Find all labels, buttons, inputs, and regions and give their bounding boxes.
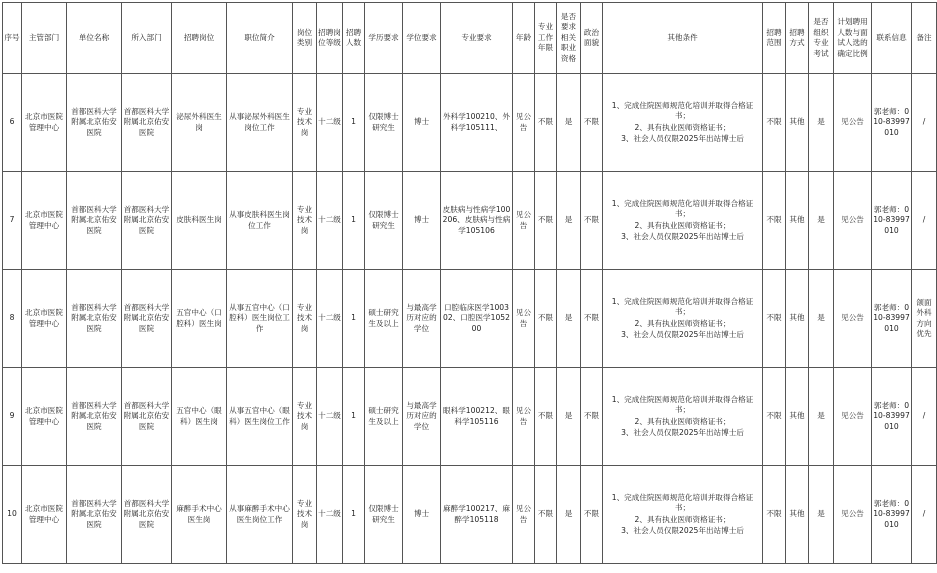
cell-contact: 郭老师：010-83997010: [872, 172, 912, 270]
cell-degree: 与最高学历对应的学位: [403, 270, 441, 368]
cell-level: 十二级: [317, 172, 343, 270]
other-line: 1、完成住院医师规范化培训并取得合格证书；: [611, 100, 754, 120]
cell-years: 不限: [535, 466, 557, 564]
cell-dept: 北京市医院管理中心: [22, 74, 67, 172]
cell-method: 其他: [786, 74, 809, 172]
cell-post: 皮肤科医生岗: [172, 172, 227, 270]
cell-no: 8: [3, 270, 22, 368]
cell-intro: 从事泌尿外科医生岗位工作: [227, 74, 293, 172]
cell-other: [603, 270, 763, 368]
cell-cert: 是: [557, 74, 581, 172]
other-line: 2、具有执业医师资格证书；: [634, 514, 731, 524]
header-note: 备注: [912, 3, 937, 74]
cell-unit: 首都医科大学附属北京佑安医院: [67, 466, 122, 564]
cell-ratio: 见公告: [834, 74, 872, 172]
cell-other: [603, 74, 763, 172]
cell-pol: 不限: [581, 172, 603, 270]
other-line: 3、社会人员仅限2025年出站博士后: [621, 428, 744, 437]
cell-scope: 不限: [763, 270, 786, 368]
cell-years: 不限: [535, 74, 557, 172]
cell-intro: 从事五官中心（口腔科）医生岗位工作: [227, 270, 293, 368]
cell-note: 颌面外科方向优先: [912, 270, 937, 368]
cell-exam: 是: [809, 74, 834, 172]
cell-no: 10: [3, 466, 22, 564]
header-sub: 所入部门: [122, 3, 172, 74]
cell-intro: 从事麻醉手术中心医生岗位工作: [227, 466, 293, 564]
cell-num: 1: [343, 270, 365, 368]
cell-intro: 从事皮肤科医生岗位工作: [227, 172, 293, 270]
cell-degree: 与最高学历对应的学位: [403, 368, 441, 466]
header-major: 专业要求: [441, 3, 513, 74]
header-ratio: 计划聘用人数与面试人选的确定比例: [834, 3, 872, 74]
other-line: 1、完成住院医师规范化培训并取得合格证书；: [611, 296, 754, 316]
cell-num: 1: [343, 172, 365, 270]
header-scope: 招聘范围: [763, 3, 786, 74]
cell-edu: 硕士研究生及以上: [365, 270, 403, 368]
cell-dept: 北京市医院管理中心: [22, 368, 67, 466]
cell-contact: 郭老师：010-83997010: [872, 270, 912, 368]
cell-post: 麻醉手术中心医生岗: [172, 466, 227, 564]
cell-sub: 首都医科大学附属北京佑安医院: [122, 270, 172, 368]
cell-no: 7: [3, 172, 22, 270]
header-exam: 是否组织专业考试: [809, 3, 834, 74]
cell-scope: 不限: [763, 74, 786, 172]
cell-post: 五官中心（口腔科）医生岗: [172, 270, 227, 368]
cell-major: 麻醉学100217、麻醉学105118: [441, 466, 513, 564]
cell-age: 见公告: [513, 466, 535, 564]
cell-unit: 首都医科大学附属北京佑安医院: [67, 368, 122, 466]
cell-major: 皮肤病与性病学100206、皮肤病与性病学105106: [441, 172, 513, 270]
header-no: 序号: [3, 3, 22, 74]
header-dept: 主管部门: [22, 3, 67, 74]
cell-num: 1: [343, 466, 365, 564]
cell-degree: 博士: [403, 74, 441, 172]
cell-pol: 不限: [581, 466, 603, 564]
cell-exam: 是: [809, 466, 834, 564]
cell-cert: 是: [557, 172, 581, 270]
cell-contact: 郭老师：010-83997010: [872, 74, 912, 172]
header-post: 招聘岗位: [172, 3, 227, 74]
cell-method: 其他: [786, 466, 809, 564]
cell-cat: 专业技术岗: [293, 270, 317, 368]
header-edu: 学历要求: [365, 3, 403, 74]
other-line: 2、具有执业医师资格证书；: [634, 416, 731, 426]
cell-post: 五官中心（眼科）医生岗: [172, 368, 227, 466]
cell-sub: 首都医科大学附属北京佑安医院: [122, 368, 172, 466]
table-body: [3, 74, 937, 564]
other-line: 2、具有执业医师资格证书；: [634, 220, 731, 230]
header-unit: 单位名称: [67, 3, 122, 74]
cell-level: 十二级: [317, 466, 343, 564]
header-method: 招聘方式: [786, 3, 809, 74]
cell-major: 眼科学100212、眼科学105116: [441, 368, 513, 466]
cell-method: 其他: [786, 270, 809, 368]
cell-sub: 首都医科大学附属北京佑安医院: [122, 74, 172, 172]
other-line: 3、社会人员仅限2025年出站博士后: [621, 526, 744, 535]
header-contact: 联系信息: [872, 3, 912, 74]
cell-level: 十二级: [317, 74, 343, 172]
cell-age: 见公告: [513, 74, 535, 172]
recruitment-table: [2, 2, 937, 564]
cell-ratio: 见公告: [834, 466, 872, 564]
header-degree: 学位要求: [403, 3, 441, 74]
cell-contact: 郭老师：010-83997010: [872, 466, 912, 564]
cell-edu: 仅限博士研究生: [365, 466, 403, 564]
cell-other: [603, 172, 763, 270]
other-line: 1、完成住院医师规范化培训并取得合格证书；: [611, 198, 754, 218]
cell-num: 1: [343, 74, 365, 172]
header-level: 招聘岗位等级: [317, 3, 343, 74]
cell-cat: 专业技术岗: [293, 368, 317, 466]
other-line: 1、完成住院医师规范化培训并取得合格证书；: [611, 492, 754, 512]
cell-edu: 仅限博士研究生: [365, 172, 403, 270]
cell-method: 其他: [786, 368, 809, 466]
cell-no: 6: [3, 74, 22, 172]
cell-pol: 不限: [581, 74, 603, 172]
cell-sub: 首都医科大学附属北京佑安医院: [122, 466, 172, 564]
cell-degree: 博士: [403, 466, 441, 564]
cell-note: /: [912, 172, 937, 270]
cell-cat: 专业技术岗: [293, 466, 317, 564]
cell-edu: 硕士研究生及以上: [365, 368, 403, 466]
cell-pol: 不限: [581, 368, 603, 466]
other-line: 2、具有执业医师资格证书；: [634, 122, 731, 132]
cell-cert: 是: [557, 270, 581, 368]
cell-age: 见公告: [513, 368, 535, 466]
cell-dept: 北京市医院管理中心: [22, 172, 67, 270]
cell-years: 不限: [535, 368, 557, 466]
cell-years: 不限: [535, 172, 557, 270]
other-line: 3、社会人员仅限2025年出站博士后: [621, 134, 744, 143]
cell-cat: 专业技术岗: [293, 172, 317, 270]
table-row: [3, 74, 937, 172]
header-age: 年龄: [513, 3, 535, 74]
header-cert: 是否要求相关职业资格: [557, 3, 581, 74]
cell-num: 1: [343, 368, 365, 466]
cell-edu: 仅限博士研究生: [365, 74, 403, 172]
cell-post: 泌尿外科医生岗: [172, 74, 227, 172]
cell-other: [603, 466, 763, 564]
cell-scope: 不限: [763, 368, 786, 466]
cell-ratio: 见公告: [834, 172, 872, 270]
cell-unit: 首都医科大学附属北京佑安医院: [67, 74, 122, 172]
header-cat: 岗位类别: [293, 3, 317, 74]
table-row: [3, 270, 937, 368]
table-header: [3, 3, 937, 74]
cell-intro: 从事五官中心（眼科）医生岗位工作: [227, 368, 293, 466]
other-line: 2、具有执业医师资格证书；: [634, 318, 731, 328]
cell-no: 9: [3, 368, 22, 466]
cell-level: 十二级: [317, 368, 343, 466]
cell-ratio: 见公告: [834, 270, 872, 368]
cell-degree: 博士: [403, 172, 441, 270]
cell-pol: 不限: [581, 270, 603, 368]
cell-level: 十二级: [317, 270, 343, 368]
cell-major: 外科学100210、外科学105111、: [441, 74, 513, 172]
cell-contact: 郭老师：010-83997010: [872, 368, 912, 466]
header-num: 招聘人数: [343, 3, 365, 74]
cell-scope: 不限: [763, 466, 786, 564]
table-row: [3, 368, 937, 466]
header-intro: 职位简介: [227, 3, 293, 74]
cell-sub: 首都医科大学附属北京佑安医院: [122, 172, 172, 270]
other-line: 3、社会人员仅限2025年出站博士后: [621, 330, 744, 339]
table-row: [3, 466, 937, 564]
cell-scope: 不限: [763, 172, 786, 270]
cell-method: 其他: [786, 172, 809, 270]
cell-dept: 北京市医院管理中心: [22, 270, 67, 368]
cell-cert: 是: [557, 466, 581, 564]
cell-years: 不限: [535, 270, 557, 368]
cell-major: 口腔临床医学100302、口腔医学105200: [441, 270, 513, 368]
cell-ratio: 见公告: [834, 368, 872, 466]
cell-cert: 是: [557, 368, 581, 466]
cell-unit: 首都医科大学附属北京佑安医院: [67, 270, 122, 368]
cell-note: /: [912, 466, 937, 564]
cell-exam: 是: [809, 368, 834, 466]
cell-age: 见公告: [513, 270, 535, 368]
cell-exam: 是: [809, 270, 834, 368]
cell-cat: 专业技术岗: [293, 74, 317, 172]
cell-age: 见公告: [513, 172, 535, 270]
cell-unit: 首都医科大学附属北京佑安医院: [67, 172, 122, 270]
cell-note: /: [912, 368, 937, 466]
cell-other: [603, 368, 763, 466]
table-row: [3, 172, 937, 270]
header-years: 专业工作年限: [535, 3, 557, 74]
header-pol: 政治面貌: [581, 3, 603, 74]
other-line: 1、完成住院医师规范化培训并取得合格证书；: [611, 394, 754, 414]
other-line: 3、社会人员仅限2025年出站博士后: [621, 232, 744, 241]
cell-exam: 是: [809, 172, 834, 270]
cell-dept: 北京市医院管理中心: [22, 466, 67, 564]
header-other: 其他条件: [603, 3, 763, 74]
cell-note: /: [912, 74, 937, 172]
